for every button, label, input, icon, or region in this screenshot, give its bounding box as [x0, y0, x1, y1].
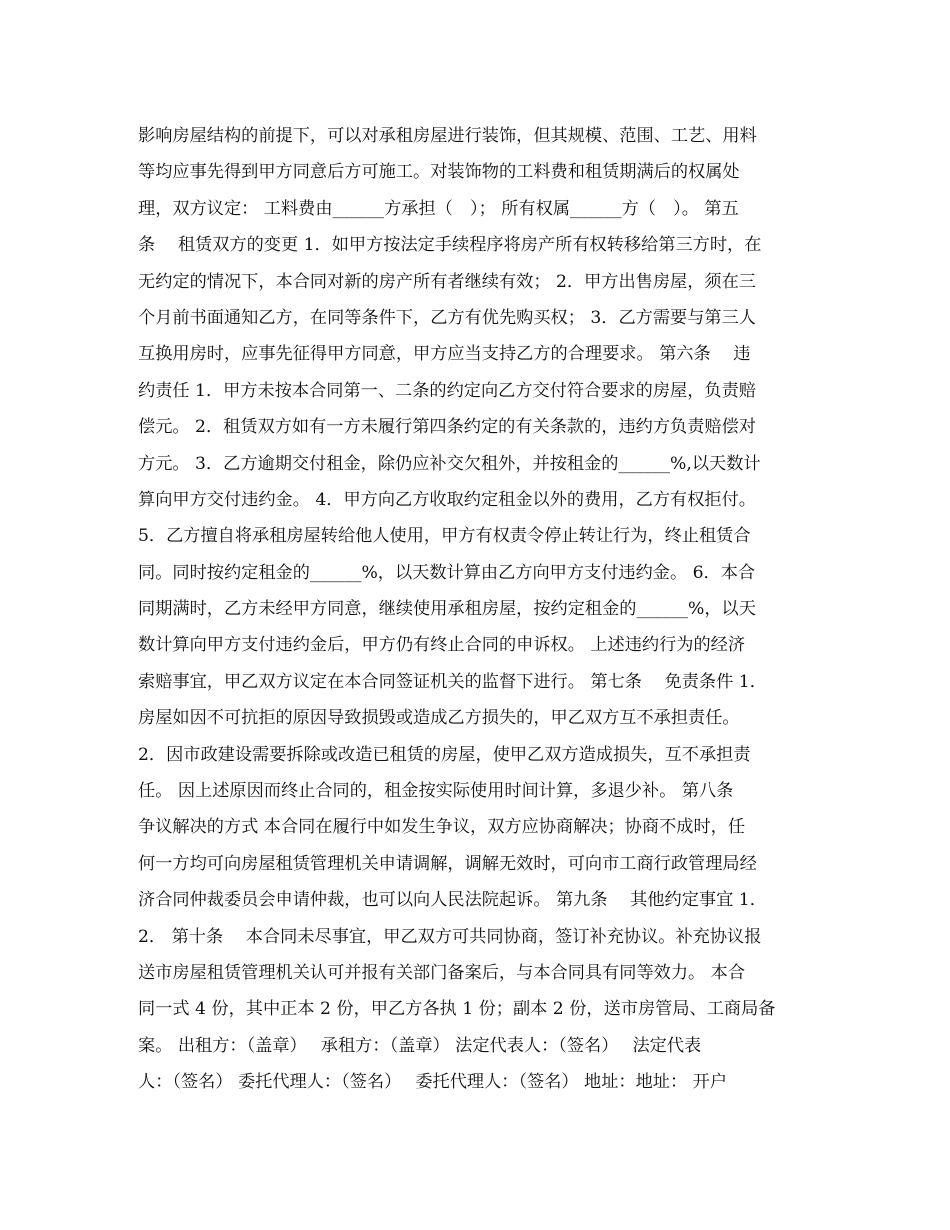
text-line: 算向甲方交付违约金。 4．甲方向乙方收取约定租金以外的费用，乙方有权拒付。 — [138, 489, 756, 510]
text-line: 同一式 4 份，其中正本 2 份，甲乙方各执 1 份；副本 2 份，送市房管局、工商局备 — [138, 999, 776, 1020]
text-line: 案。 出租方：（盖章） 承租方：（盖章） 法定代表人：（签名） 法定代表 — [138, 1035, 702, 1056]
text-line: 个月前书面通知乙方，在同等条件下，乙方有优先购买权； 3．乙方需要与第三人 — [138, 307, 756, 328]
text-line: 房屋如因不可抗拒的原因导致损毁或造成乙方损失的，甲乙双方互不承担责任。 — [138, 708, 740, 729]
text-line: 送市房屋租赁管理机关认可并报有关部门备案后，与本合同具有同等效力。 本合 — [138, 962, 746, 983]
text-line: 2．因市政建设需要拆除或改造已租赁的房屋，使甲乙双方造成损失，互不承担责 — [138, 744, 751, 765]
text-line: 济合同仲裁委员会申请仲裁，也可以向人民法院起诉。 第九条 其他约定事宜 1． — [138, 890, 767, 911]
text-line: 影响房屋结构的前提下，可以对承租房屋进行装饰，但其规模、范围、工艺、用料 — [138, 126, 757, 146]
text-line: 条 租赁双方的变更 1．如甲方按法定手续程序将房产所有权转移给第三方时，在 — [138, 235, 762, 256]
text-line: 何一方均可向房屋租赁管理机关申请调解，调解无效时，可向市工商行政管理局经 — [138, 853, 757, 874]
text-line: 等均应事先得到甲方同意后方可施工。对装饰物的工料费和租赁期满后的权属处 — [138, 162, 740, 183]
text-line: 5．乙方擅自将承租房屋转给他人使用，甲方有权责令停止转让行为，终止租赁合 — [138, 526, 751, 547]
text-line: 方元。 3．乙方逾期交付租金，除仍应补交欠租外，并按租金的______%,以天数计 — [138, 453, 761, 474]
text-line: 约责任 1．甲方未按本合同第一、二条的约定向乙方交付符合要求的房屋，负责赔 — [138, 380, 756, 401]
text-line: 同。同时按约定租金的______%，以天数计算由乙方向甲方支付违约金。 6．本合 — [138, 562, 756, 583]
text-line: 理，双方议定： 工料费由______方承担（ ）； 所有权属______方（ ）。 第五 — [138, 198, 739, 219]
text-line: 无约定的情况下，本合同对新的房产所有者继续有效； 2．甲方出售房屋，须在三 — [138, 271, 756, 292]
text-line: 索赔事宜，甲乙双方议定在本合同签证机关的监督下进行。 第七条 免责条件 1． — [138, 671, 767, 692]
text-line: 数计算向甲方支付违约金后，甲方仍有终止合同的申诉权。 上述违约行为的经济 — [138, 635, 746, 656]
text-line: 人：（签名） 委托代理人：（签名） 委托代理人：（签名） 地址：地址： 开户 — [138, 1072, 728, 1093]
text-line: 偿元。 2．租赁双方如有一方未履行第四条约定的有关条款的，违约方负责赔偿对 — [138, 417, 756, 438]
text-line: 互换用房时，应事先征得甲方同意，甲方应当支持乙方的合理要求。 第六条 违 — [138, 344, 751, 365]
contract-body-text — [138, 118, 828, 1101]
text-line: 争议解决的方式 本合同在履行中如发生争议，双方应协商解决；协商不成时，任 — [138, 817, 746, 838]
text-line: 任。 因上述原因而终止合同的，租金按实际使用时间计算，多退少补。 第八条 — [138, 781, 734, 802]
text-line: 同期满时，乙方未经甲方同意，继续使用承租房屋，按约定租金的______%，以天 — [138, 599, 756, 620]
text-line: 2． 第十条 本合同未尽事宜，甲乙双方可共同协商，签订补充协议。补充协议报 — [138, 926, 762, 947]
